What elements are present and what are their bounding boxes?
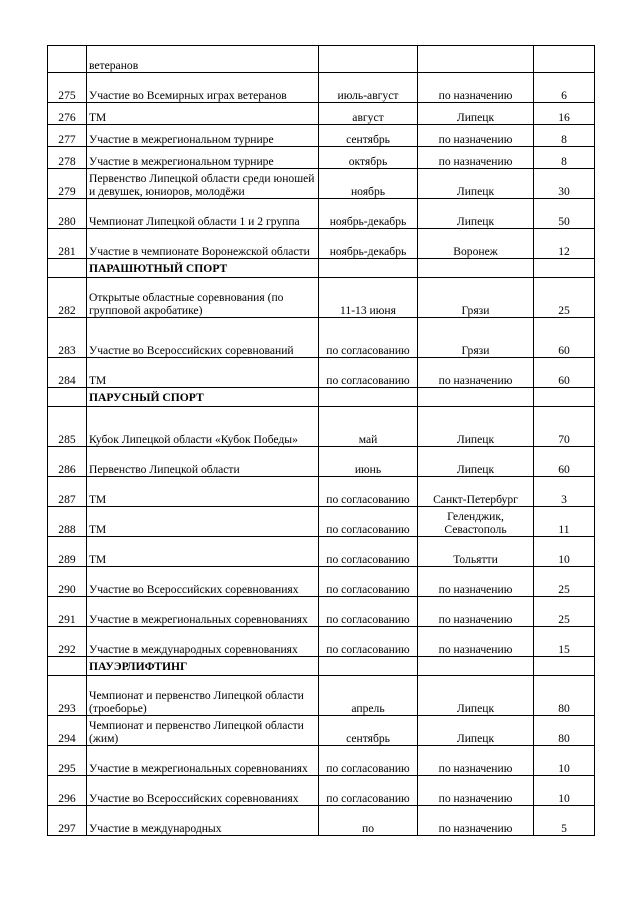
event-place: Санкт-Петербург: [418, 477, 534, 507]
participant-count: 15: [534, 627, 595, 657]
table-row: [48, 676, 595, 716]
event-date: 11-13 июня: [319, 278, 418, 318]
event-place: Грязи: [418, 318, 534, 358]
event-name: Открытые областные соревнования (по групповой акробатике): [87, 278, 319, 318]
table-row: [48, 627, 595, 657]
table-row: [48, 278, 595, 318]
table-row: [48, 229, 595, 259]
row-number: 294: [48, 716, 87, 746]
event-name: Участие в межрегиональном турнире: [87, 125, 319, 147]
event-name: Участие во Всемирных играх ветеранов: [87, 73, 319, 103]
event-place: Геленджик, Севастополь: [418, 507, 534, 537]
participant-count: 12: [534, 229, 595, 259]
row-number: 290: [48, 567, 87, 597]
event-place: Липецк: [418, 407, 534, 447]
table-row: [48, 103, 595, 125]
participant-count: [534, 259, 595, 278]
event-place: [418, 259, 534, 278]
event-name: ветеранов: [87, 46, 319, 73]
participant-count: 60: [534, 358, 595, 388]
event-date: сентябрь: [319, 125, 418, 147]
event-place: Грязи: [418, 278, 534, 318]
participant-count: 10: [534, 776, 595, 806]
participant-count: 30: [534, 169, 595, 199]
row-number: 275: [48, 73, 87, 103]
event-date: апрель: [319, 676, 418, 716]
participant-count: 8: [534, 147, 595, 169]
row-number: 281: [48, 229, 87, 259]
event-date: по: [319, 806, 418, 836]
event-name: Участие во Всероссийских соревнованиях: [87, 567, 319, 597]
event-name: Участие во Всероссийских соревнованиях: [87, 776, 319, 806]
participant-count: [534, 657, 595, 676]
row-number: 282: [48, 278, 87, 318]
row-number: 295: [48, 746, 87, 776]
row-number: 285: [48, 407, 87, 447]
participant-count: 5: [534, 806, 595, 836]
event-date: по согласованию: [319, 477, 418, 507]
event-name: ПАРУСНЫЙ СПОРТ: [87, 388, 319, 407]
event-name: Первенство Липецкой области: [87, 447, 319, 477]
events-table: [47, 45, 595, 836]
row-number: [48, 388, 87, 407]
row-number: 280: [48, 199, 87, 229]
event-place: по назначению: [418, 73, 534, 103]
event-date: ноябрь-декабрь: [319, 199, 418, 229]
event-place: по назначению: [418, 627, 534, 657]
participant-count: 8: [534, 125, 595, 147]
participant-count: 3: [534, 477, 595, 507]
table-row: [48, 806, 595, 836]
event-place: Тольятти: [418, 537, 534, 567]
event-place: [418, 46, 534, 73]
event-place: по назначению: [418, 597, 534, 627]
event-name: Первенство Липецкой области среди юношей и девушек, юниоров, молодёжи: [87, 169, 319, 199]
event-date: [319, 657, 418, 676]
section-header-row: [48, 388, 595, 407]
event-date: июль-август: [319, 73, 418, 103]
participant-count: 25: [534, 278, 595, 318]
participant-count: 25: [534, 597, 595, 627]
event-date: по согласованию: [319, 627, 418, 657]
row-number: 289: [48, 537, 87, 567]
participant-count: 50: [534, 199, 595, 229]
participant-count: [534, 388, 595, 407]
event-name: ТМ: [87, 537, 319, 567]
event-date: по согласованию: [319, 597, 418, 627]
table-row: [48, 447, 595, 477]
event-place: по назначению: [418, 358, 534, 388]
event-name: Чемпионат и первенство Липецкой области (троеборье): [87, 676, 319, 716]
table-row: [48, 477, 595, 507]
row-number: 278: [48, 147, 87, 169]
participant-count: 80: [534, 676, 595, 716]
event-place: по назначению: [418, 746, 534, 776]
event-date: по согласованию: [319, 507, 418, 537]
event-date: октябрь: [319, 147, 418, 169]
event-place: по назначению: [418, 567, 534, 597]
participant-count: 25: [534, 567, 595, 597]
table-row: [48, 318, 595, 358]
event-date: по согласованию: [319, 318, 418, 358]
participant-count: 60: [534, 318, 595, 358]
table-row: [48, 716, 595, 746]
event-place: Липецк: [418, 447, 534, 477]
event-place: Липецк: [418, 716, 534, 746]
event-place: Воронеж: [418, 229, 534, 259]
participant-count: 16: [534, 103, 595, 125]
event-place: по назначению: [418, 806, 534, 836]
participant-count: 10: [534, 746, 595, 776]
event-name: Участие в чемпионате Воронежской области: [87, 229, 319, 259]
event-date: [319, 388, 418, 407]
row-number: 284: [48, 358, 87, 388]
event-name: ПАУЭРЛИФТИНГ: [87, 657, 319, 676]
participant-count: 70: [534, 407, 595, 447]
table-row: [48, 407, 595, 447]
event-place: Липецк: [418, 169, 534, 199]
event-date: август: [319, 103, 418, 125]
participant-count: [534, 46, 595, 73]
table-row: [48, 537, 595, 567]
event-date: сентябрь: [319, 716, 418, 746]
table-row: [48, 73, 595, 103]
event-date: по согласованию: [319, 746, 418, 776]
event-date: по согласованию: [319, 776, 418, 806]
event-name: ТМ: [87, 103, 319, 125]
event-name: ТМ: [87, 507, 319, 537]
row-number: 296: [48, 776, 87, 806]
event-date: по согласованию: [319, 358, 418, 388]
event-date: июнь: [319, 447, 418, 477]
event-place: [418, 657, 534, 676]
row-number: 279: [48, 169, 87, 199]
event-name: Участие в межрегиональных соревнованиях: [87, 597, 319, 627]
event-name: ПАРАШЮТНЫЙ СПОРТ: [87, 259, 319, 278]
participant-count: 60: [534, 447, 595, 477]
event-date: май: [319, 407, 418, 447]
row-number: 283: [48, 318, 87, 358]
event-date: ноябрь: [319, 169, 418, 199]
section-header-row: [48, 657, 595, 676]
event-date: по согласованию: [319, 567, 418, 597]
table-row: [48, 169, 595, 199]
event-date: ноябрь-декабрь: [319, 229, 418, 259]
table-row: [48, 125, 595, 147]
participant-count: 10: [534, 537, 595, 567]
row-number: [48, 259, 87, 278]
row-number: 293: [48, 676, 87, 716]
event-date: по согласованию: [319, 537, 418, 567]
event-name: Участие в международных соревнованиях: [87, 627, 319, 657]
row-number: 287: [48, 477, 87, 507]
table-row: [48, 507, 595, 537]
table-row: [48, 46, 595, 73]
event-name: Участие в международных: [87, 806, 319, 836]
event-date: [319, 46, 418, 73]
event-name: ТМ: [87, 358, 319, 388]
row-number: 297: [48, 806, 87, 836]
event-name: Участие в межрегиональном турнире: [87, 147, 319, 169]
event-place: Липецк: [418, 676, 534, 716]
table-row: [48, 358, 595, 388]
row-number: 292: [48, 627, 87, 657]
table-row: [48, 776, 595, 806]
table-row: [48, 199, 595, 229]
row-number: 286: [48, 447, 87, 477]
event-place: [418, 388, 534, 407]
event-name: Кубок Липецкой области «Кубок Победы»: [87, 407, 319, 447]
table-row: [48, 746, 595, 776]
table-row: [48, 567, 595, 597]
section-header-row: [48, 259, 595, 278]
event-name: Чемпионат и первенство Липецкой области (жим): [87, 716, 319, 746]
table-row: [48, 597, 595, 627]
row-number: [48, 46, 87, 73]
event-name: ТМ: [87, 477, 319, 507]
row-number: 288: [48, 507, 87, 537]
event-place: по назначению: [418, 776, 534, 806]
row-number: 291: [48, 597, 87, 627]
event-place: Липецк: [418, 199, 534, 229]
participant-count: 80: [534, 716, 595, 746]
event-place: по назначению: [418, 147, 534, 169]
event-place: по назначению: [418, 125, 534, 147]
event-name: Участие в межрегиональных соревнованиях: [87, 746, 319, 776]
participant-count: 11: [534, 507, 595, 537]
event-date: [319, 259, 418, 278]
participant-count: 6: [534, 73, 595, 103]
event-name: Участие во Всероссийских соревнований: [87, 318, 319, 358]
event-name: Чемпионат Липецкой области 1 и 2 группа: [87, 199, 319, 229]
table-row: [48, 147, 595, 169]
row-number: 277: [48, 125, 87, 147]
row-number: [48, 657, 87, 676]
event-place: Липецк: [418, 103, 534, 125]
row-number: 276: [48, 103, 87, 125]
